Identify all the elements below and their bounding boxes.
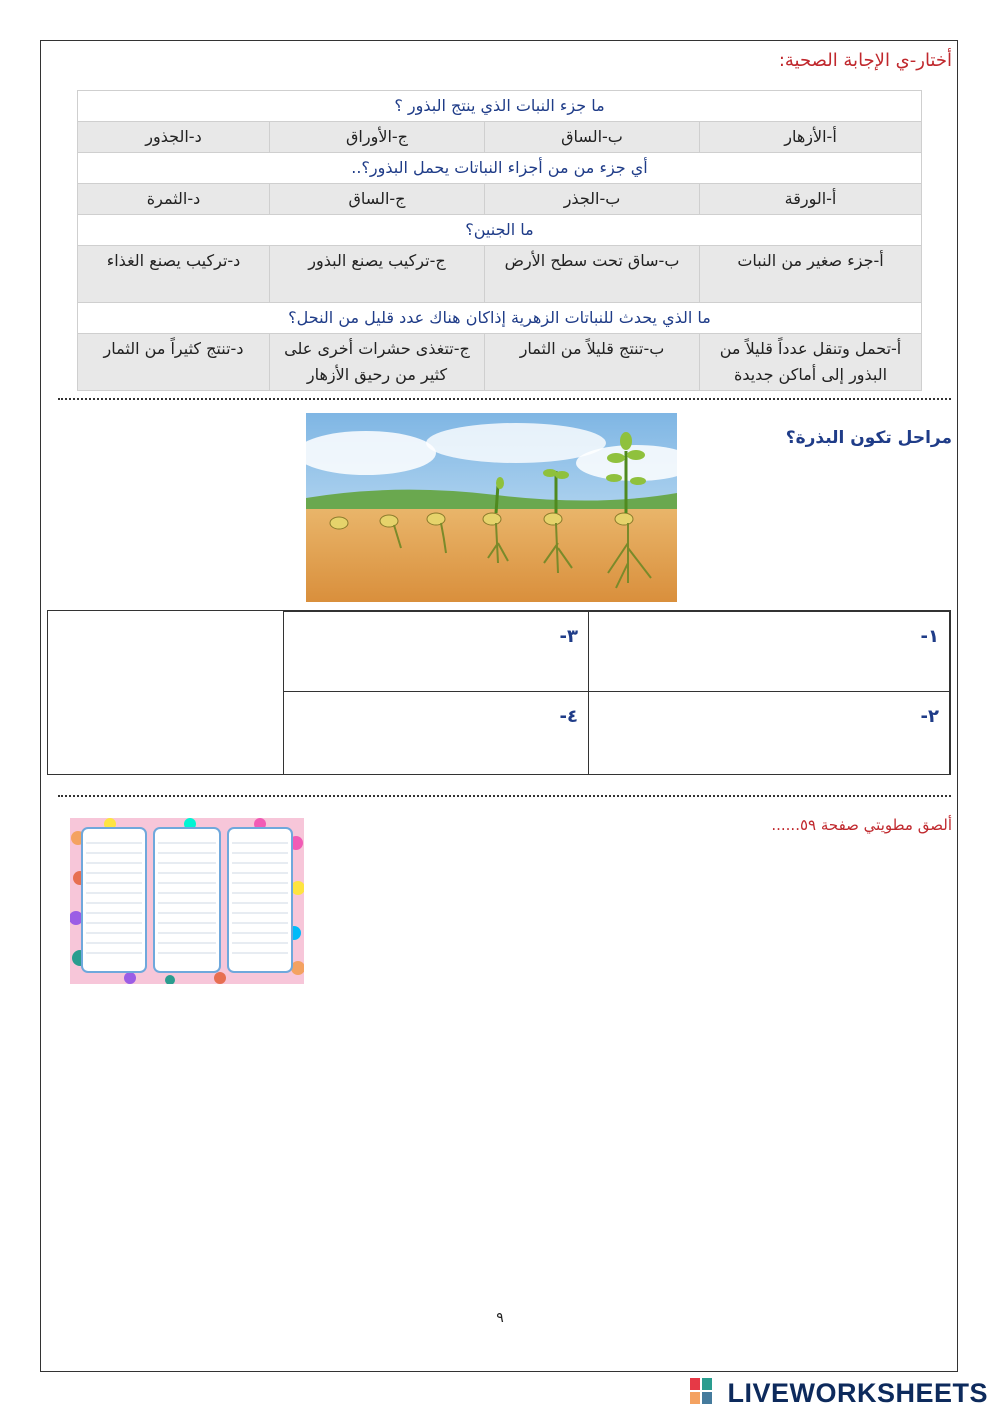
question-3: ما الجنين؟ bbox=[78, 215, 922, 246]
option-4b[interactable]: ب-تنتج قليلاً من الثمار bbox=[485, 334, 700, 391]
option-2d[interactable]: د-الثمرة bbox=[78, 184, 270, 215]
option-3d[interactable]: د-تركيب يصنع الغذاء bbox=[78, 246, 270, 303]
liveworksheets-logo-icon bbox=[690, 1378, 712, 1404]
option-1a[interactable]: أ-الأزهار bbox=[700, 122, 922, 153]
question-1: ما جزء النبات الذي ينتج البذور ؟ bbox=[78, 91, 922, 122]
page-number: ٩ bbox=[496, 1310, 504, 1326]
option-1c[interactable]: ج-الأوراق bbox=[270, 122, 485, 153]
stage-label-2: -٢ bbox=[920, 706, 939, 727]
option-4c[interactable]: ج-تتغذى حشرات أخرى على كثير من رحيق الأزهار bbox=[270, 334, 485, 391]
stages-heading: مراحل تكون البذرة؟ bbox=[785, 428, 952, 448]
option-4a[interactable]: أ-تحمل وتنقل عدداً قليلاً من البذور إلى أماكن جديدة bbox=[700, 334, 922, 391]
stages-grid bbox=[47, 610, 951, 775]
question-2: أي جزء من من أجزاء النباتات يحمل البذور؟.. bbox=[78, 153, 922, 184]
option-3c[interactable]: ج-تركيب يصنع البذور bbox=[270, 246, 485, 303]
seed-germination-image bbox=[306, 413, 677, 602]
option-3a[interactable]: أ-جزء صغير من النبات bbox=[700, 246, 922, 303]
brand-logo: LIVEWORKSHEETS bbox=[727, 1378, 988, 1408]
instruction-heading: أختار-ي الإجابة الصحية: bbox=[778, 50, 952, 71]
section-divider-2 bbox=[58, 795, 951, 797]
paste-note: ألصق مطويتي صفحة ٥٩...... bbox=[771, 816, 952, 834]
option-2c[interactable]: ج-الساق bbox=[270, 184, 485, 215]
stage-label-4: -٤ bbox=[559, 706, 578, 727]
option-3b[interactable]: ب-ساق تحت سطح الأرض bbox=[485, 246, 700, 303]
option-4d[interactable]: د-تنتج كثيراً من الثمار bbox=[78, 334, 270, 391]
option-2b[interactable]: ب-الجذر bbox=[485, 184, 700, 215]
stage-cell-3[interactable] bbox=[283, 611, 589, 692]
stage-cell-4[interactable] bbox=[283, 691, 589, 775]
option-1b[interactable]: ب-الساق bbox=[485, 122, 700, 153]
question-4: ما الذي يحدث للنباتات الزهرية إذاكان هناك عدد قليل من النحل؟ bbox=[78, 303, 922, 334]
stage-cell-1[interactable] bbox=[588, 611, 950, 692]
section-divider bbox=[58, 398, 951, 400]
option-2a[interactable]: أ-الورقة bbox=[700, 184, 922, 215]
stage-label-1: -١ bbox=[920, 626, 939, 647]
quiz-table bbox=[77, 90, 922, 391]
stage-label-3: -٣ bbox=[559, 626, 578, 647]
option-1d[interactable]: د-الجذور bbox=[78, 122, 270, 153]
foldable-image bbox=[70, 818, 304, 984]
stage-cell-2[interactable] bbox=[588, 691, 950, 775]
